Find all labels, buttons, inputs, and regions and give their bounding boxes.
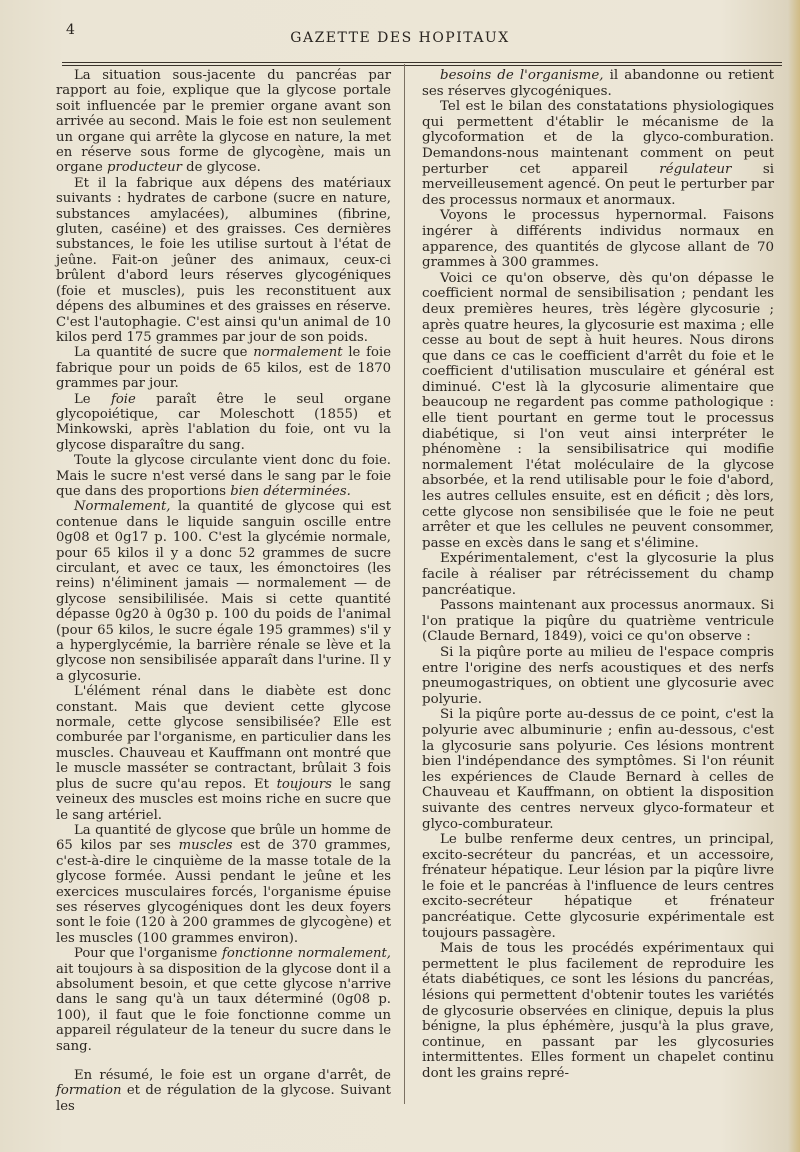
left-column [56, 68, 391, 1114]
paragraph-text: la quantité de glycose qui est contenue dans le liquide sanguin oscille entre 0g08 et 0g17 p. 100. C'est la glycémie normale, pour 65 kilos il y a donc 52 grammes de sucre circulant, et avec ce taux, les émonctoires (les reins) n'éliminent jamais — normalement — de glycose sensibililisée. Mais si cette quantité dépasse 0g20 à 0g30 p. 100 du poids de l'animal (pour 65 kilos, le sucre égale 195 grammes) s'il y a hyperglycémie, la barrière rénale se lève et la glycose non sensibilisée apparaît dans l'urine. Il y a glycosurie. [56, 499, 391, 684]
paragraph [422, 271, 774, 552]
paragraph [422, 99, 774, 208]
paragraph-text: Voici ce qu'on observe, dès qu'on dépasse le coefficient normal de sensibilisation ; pendant les deux premières heures, très légère glycosurie ; après quatre heures, la glycosurie est maxima ; elle cesse au bout de sept à huit heures. Nous dirons que dans ce cas le coefficient d'arrêt du foie et le coefficient d'utilisation musculaire et général est diminué. C'est là la glycosurie alimentaire que beaucoup ne regardent pas comme pathologique : elle tient pourtant en germe tout le processus diabétique, si l'on veut ainsi interpréter le phénomène : la sensibilisatrice qui modifie normalement l'état moléculaire de la glycose absorbée, et la rend utilisable pour le foie d'abord, les autres cellules ensuite, est en déficit ; dès lors, cette glycose non sensibilisée que le foie ne peut arrêter et que les cellules ne peuvent consommer, passe en excès dans le sang et s'élimine. [422, 270, 774, 551]
paragraph-text: Voyons le processus hypernormal. Faisons ingérer à différents individus normaux en apparence, des quantités de glycose allant de 70 grammes à 300 grammes. [422, 208, 774, 271]
page-number: 4 [66, 22, 75, 38]
paragraph [422, 941, 774, 1081]
paragraph-text: Passons maintenant aux processus anormaux. Si l'on pratique la piqûre du quatrième ventricule (Claude Bernard, 1849), voici ce qu'on observe : [422, 598, 774, 645]
emphasis: Normalement, [74, 499, 171, 515]
paragraph-text: Pour que l'organisme [74, 946, 222, 962]
paragraph [56, 946, 391, 1054]
paragraph-text: Le bulbe renferme deux centres, un principal, excito-secréteur du pancréas, et un accessoire, frénateur hépatique. Leur lésion par la piqûre livre le foie et le pancréas à l'influence de leurs centres excito-secréteur hépatique et frénateur pancréatique. Cette glycosurie expérimentale est toujours passagère. [422, 832, 774, 941]
paragraph [56, 345, 391, 391]
emphasis: besoins de l'organisme, [440, 68, 604, 83]
paragraph-text: Mais de tous les procédés expérimentaux qui permettent le plus facilement de reproduire les états diabétiques, ce sont les lésions du pancréas, lésions qui permettent d'obtenir toutes les variétés de glycosurie observées en clinique, depuis la plus bénigne, la plus éphémère, jusqu'à la plus grave, continue, en passant par les glycosuries intermittentes. Elles forment un chapelet continu dont les grains repré- [422, 941, 774, 1081]
paragraph-text: En résumé, le foie est un organe d'arrêt, de [74, 1068, 391, 1083]
paragraph-text: Si la piqûre porte au-dessus de ce point, c'est la polyurie avec albuminurie ; enfin au-dessous, c'est la glycosurie sans polyurie. Ces lésions montrent bien l'indépendance des symptômes. Si l'on réunit les expériences de Claude Bernard à celles de Chauveau et Kauffmann, on obtient la disposition suivante des centres nerveux glyco-formateur et glyco-comburateur. [422, 707, 774, 832]
paragraph-text: ait toujours à sa disposition de la glycose dont il a absolument besoin, et que cette glycose n'arrive dans le sang qu'à un taux déterminé (0g08 p. 100), il faut que le foie fonctionne comme un appareil régulateur de la teneur du sucre dans le sang. [56, 961, 391, 1054]
paragraph [56, 823, 391, 946]
paragraph-text: Tel est le bilan des constatations physiologiques qui permettent d'établir le mécanisme de la glycoformation et de la glyco-comburation. Demandons-nous maintenant comment on peut perturber cet appareil [422, 99, 774, 177]
paragraph [56, 453, 391, 499]
paragraph [422, 208, 774, 270]
header-rule-double [62, 65, 782, 66]
emphasis: muscles [178, 838, 233, 854]
emphasis: toujours [276, 776, 332, 792]
paragraph-text: et de régulation de la glycose. Suivant les [56, 1083, 391, 1114]
paragraph-text: La situation sous-jacente du pancréas par rapport au foie, explique que la glycose portale soit influencée par le premier organe avant son arrivée au second. Mais le foie est non seulement un organe qui arrête la glycose en nature, la met en réserve sous forme de glycogène, mais un organe [56, 68, 391, 176]
paragraph-text: paraît être le seul organe glycopoiétique, car Moleschott (1855) et Minkowski, après l'ablation du foie, ont vu la glycose disparaître du sang. [56, 391, 391, 453]
paragraph [56, 1068, 391, 1114]
emphasis: régulateur [659, 161, 732, 177]
paragraph [422, 598, 774, 645]
paragraph-text: est de 370 grammes, c'est-à-dire le cinquième de la masse totale de la glycose formée. Aussi pendant le jeûne et les exercices musculaires forcés, l'organisme épuise ses réserves glycogéniques dont les deux foyers sont le foie (120 à 200 grammes de glycogène) et les muscles (100 grammes environ). [56, 838, 391, 946]
column-divider [404, 64, 405, 1104]
paragraph [422, 551, 774, 598]
paragraph-text: La quantité de glycose que brûle un homme de 65 kilos par ses [56, 822, 391, 854]
emphasis: fonctionne normalement, [221, 946, 391, 962]
paragraph-text: si merveilleusement agencé. On peut le perturber par des processus normaux et anormaux. [422, 161, 774, 208]
page-edge [788, 0, 800, 1152]
emphasis: bien déterminées. [230, 483, 351, 499]
paragraph [422, 645, 774, 707]
paragraph-text: le foie fabrique pour un poids de 65 kilos, est de 1870 grammes par jour. [56, 345, 392, 392]
header-rule [62, 62, 782, 63]
paragraph [422, 832, 774, 941]
paragraph-text: Et il la fabrique aux dépens des matériaux suivants : hydrates de carbone (sucre en nature, substances amylacées), albumines (fibrine, gluten, caséine) et des graisses. Ces dernières substances, le foie les utilise surtout à l'état de jeûne. Fait-on jeûner des animaux, ceux-ci brûlent d'abord leurs réserves glycogéniques (foie et muscles), puis les reconstituent aux dépens des albumines et des graisses en réserve. C'est l'autophagie. C'est ainsi qu'un animal de 10 kilos perd 175 grammes par jour de son poids. [56, 175, 391, 345]
paragraph-text: de glycose. [181, 160, 261, 176]
paragraph-text: il abandonne ou retient ses réserves glycogéniques. [422, 68, 774, 99]
paragraph-text: Le [74, 391, 111, 407]
page-header [0, 18, 800, 66]
paragraph-text: le sang veineux des muscles est moins riche en sucre que le sang artériel. [56, 776, 391, 823]
paragraph [56, 68, 391, 176]
right-column [422, 68, 774, 1082]
running-title: GAZETTE DES HOPITAUX [290, 30, 510, 46]
emphasis: formation [56, 1083, 122, 1099]
paragraph-text: La quantité de sucre que [74, 345, 254, 361]
paragraph [422, 707, 774, 832]
emphasis: normalement [253, 345, 343, 361]
paragraph [56, 499, 391, 684]
emphasis: producteur [107, 160, 182, 176]
paragraph-text: L'élément rénal dans le diabète est donc constant. Mais que devient cette glycose normale, cette glycose sensibilisée? Elle est comburée par l'organisme, en particulier dans les muscles. Chauveau et Kauffmann ont montré que le muscle masséter se contractant, brûlait 3 fois plus de sucre qu'au repos. Et [56, 684, 391, 792]
emphasis: foie [110, 391, 136, 407]
paragraph [56, 176, 391, 345]
paragraph-text: Expérimentalement, c'est la glycosurie la plus facile à réaliser par rétrécissement du champ pancréatique. [422, 551, 774, 598]
paragraph [422, 68, 774, 99]
paragraph-text: Toute la glycose circulante vient donc du foie. Mais le sucre n'est versé dans le sang par le foie que dans des proportions [56, 453, 391, 499]
paragraph [56, 684, 391, 823]
paragraph [56, 392, 391, 454]
paragraph-text: Si la piqûre porte au milieu de l'espace compris entre l'origine des nerfs acoustiques et des nerfs pneumogastriques, on obtient une glycosurie avec polyurie. [422, 644, 774, 707]
